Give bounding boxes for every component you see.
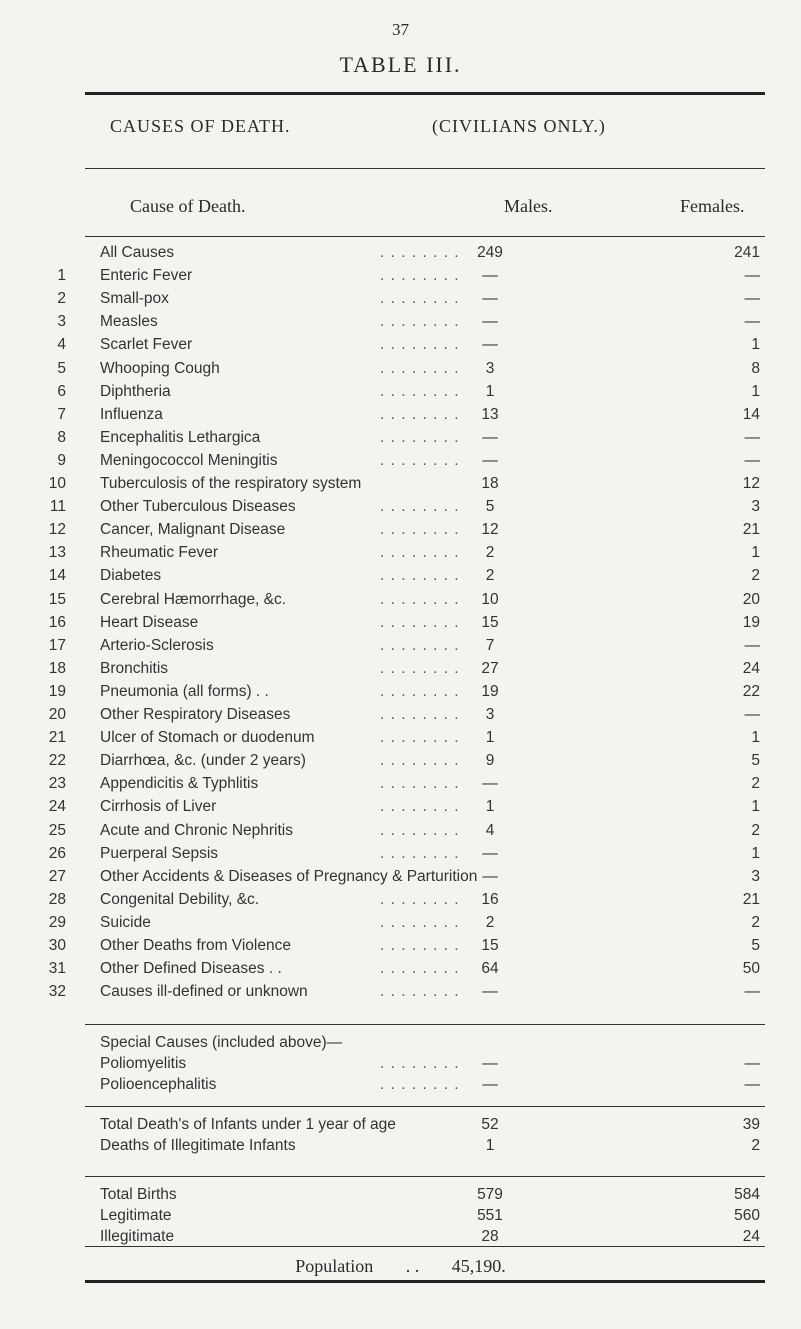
males-value: 27 [481,659,499,677]
births-top-rule [85,1176,765,1177]
table-row [40,729,780,751]
table-row [40,567,780,589]
males-value: 1 [485,729,495,747]
leader-dots: . . . . . . . . [380,1076,460,1093]
leader-dots: . . . . . . . . [380,428,460,446]
leader-dots: . . . . . . . . [380,336,460,354]
males-value: 64 [481,960,499,978]
cause-label: Other Deaths from Violence [100,937,291,954]
table-row [40,521,780,543]
females-value: 3 [751,498,760,516]
males-value: — [482,983,498,1001]
males-value: — [482,1055,498,1072]
table-row [40,244,780,266]
cause-label: Legitimate [100,1207,172,1224]
cause-label: Scarlet Fever [100,336,193,354]
leader-dots: . . . . . . . . [380,913,460,931]
row-number: 18 [48,659,66,677]
leader-dots: . . . . . . . . [380,313,460,331]
males-value: — [482,336,498,354]
page-number: 37 [392,20,409,39]
leader-dots: . . . . . . . . [380,844,460,862]
table-row [40,1055,780,1077]
table-row [40,1186,780,1208]
cause-label: Other Accidents & Diseases of Pregnancy & Parturition [100,867,478,885]
leader-dots: . . . . . . . . [380,498,460,516]
females-value: 8 [751,359,760,377]
row-number: 7 [57,405,66,423]
females-value: 2 [751,913,760,931]
males-value: 18 [481,475,499,492]
row-number: 1 [57,267,66,285]
leader-dots: . . . . . . . . [380,775,460,793]
bottom-rule [85,1280,765,1283]
leader-dots: . . . . . . . . [380,382,460,400]
males-value: 15 [481,613,499,631]
leader-dots: . . . . . . . . [380,405,460,423]
subtitle-causes: CAUSES OF DEATH. [110,116,291,136]
population-dots: . . [405,1256,420,1276]
cause-label: Diphtheria [100,382,171,400]
leader-dots: . . . . . . . . [380,937,460,954]
row-number: 4 [57,336,66,354]
females-value: — [744,313,760,331]
table-row [40,775,780,797]
females-value: 20 [742,590,760,608]
header-cause: Cause of Death. [130,196,246,216]
row-number: 22 [48,752,66,770]
cause-label: Other Tuberculous Diseases [100,498,296,516]
table-row [40,914,780,936]
females-value: — [744,267,760,285]
table-title: TABLE III. [339,52,462,77]
leader-dots: . . . . . . . . [380,659,460,677]
males-value: 19 [481,682,499,700]
females-value: — [744,706,760,723]
header-females: Females. [680,196,745,216]
leader-dots: . . . . . . . . [380,983,460,1001]
leader-dots: . . . . . . . . [380,290,460,308]
leader-dots: . . . . . . . . [380,729,460,747]
males-value: 3 [485,359,495,377]
leader-dots: . . . . . . . . [380,682,460,700]
row-number: 11 [49,498,66,516]
row-number: 26 [48,844,66,862]
row-number: 9 [57,451,66,469]
table-row [40,591,780,613]
males-value: 2 [485,913,495,931]
special-heading: Special Causes (included above)— [100,1034,343,1051]
cause-label: Meningococcol Meningitis [100,451,278,469]
row-number: 10 [48,475,66,492]
leader-dots: . . . . . . . . [380,960,460,978]
leader-dots: . . . . . . . . [380,521,460,539]
table-row [40,452,780,474]
row-number: 19 [48,682,66,700]
table-row [40,383,780,405]
females-value: — [744,636,760,654]
males-value: — [482,775,498,793]
leader-dots: . . . . . . . . [380,359,460,377]
leader-dots: . . . . . . . . [380,244,460,261]
males-value: 551 [477,1207,503,1224]
table-row [40,1076,780,1098]
females-value: — [744,451,760,469]
females-value: — [744,1055,760,1072]
leader-dots: . . . . . . . . [380,706,460,723]
row-number: 21 [48,729,66,747]
cause-label: Encephalitis Lethargica [100,428,261,446]
cause-label: Appendicitis & Typhlitis [100,775,259,793]
cause-label: Bronchitis [100,659,169,677]
cause-label: Diarrhœa, &c. (under 2 years) [100,752,306,770]
females-value: 560 [734,1207,760,1224]
row-number: 27 [48,867,66,885]
leader-dots: . . . . . . . . [380,1055,460,1072]
table-row [40,429,780,451]
leader-dots: . . . . . . . . [380,267,460,285]
row-number: 13 [48,544,66,562]
row-number: 30 [48,937,66,954]
females-value: 584 [734,1186,760,1203]
females-value: 24 [742,659,760,677]
females-value: 1 [751,336,760,354]
females-value: — [744,1076,760,1093]
cause-label: Causes ill-defined or unknown [100,983,308,1001]
males-value: 3 [485,706,495,723]
table-row [40,290,780,312]
leader-dots: . . . . . . . . [380,821,460,839]
row-number: 24 [48,798,66,816]
males-value: 16 [481,890,499,908]
cause-label: Cancer, Malignant Disease [100,521,286,539]
table-row [40,360,780,382]
females-value: 1 [751,798,760,816]
row-number: 5 [57,359,66,377]
row-number: 8 [57,428,66,446]
row-number: 17 [48,636,66,654]
row-number: 31 [48,960,66,978]
cause-label: Cerebral Hæmorrhage, &c. [100,590,287,608]
males-value: — [482,313,498,331]
males-value: 10 [481,590,499,608]
row-number: 6 [57,382,66,400]
cause-label: Other Respiratory Diseases [100,706,291,723]
males-value: 1 [485,382,495,400]
cause-label: Whooping Cough [100,359,220,377]
table-row [40,336,780,358]
males-value: — [482,1076,498,1093]
header-top-rule [85,168,765,169]
table-row [40,822,780,844]
population-line [0,1256,801,1277]
leader-dots: . . . . . . . . [380,544,460,562]
special-top-rule [85,1024,765,1025]
table-row [40,406,780,428]
leader-dots: . . . . . . . . [380,613,460,631]
cause-label: Polioencephalitis [100,1076,217,1093]
table-row [40,637,780,659]
header-males: Males. [504,196,553,216]
row-number: 20 [48,706,66,723]
cause-label: Total Births [100,1186,177,1203]
infants-top-rule [85,1106,765,1107]
males-value: 52 [481,1116,499,1133]
cause-label: Other Defined Diseases . . [100,960,282,978]
males-value: — [482,267,498,285]
males-value: — [482,844,498,862]
row-number: 14 [48,567,66,585]
subtitle-civilians: (CIVILIANS ONLY.) [432,116,606,136]
table-row [40,683,780,705]
cause-label: Diabetes [100,567,162,585]
females-value: 2 [751,1137,760,1154]
leader-dots: . . . . . . . . [380,798,460,816]
females-value: 12 [742,475,760,492]
females-value: 1 [751,382,760,400]
leader-dots: . . . . . . . . [380,890,460,908]
leader-dots: . . . . . . . . [380,451,460,469]
population-label: Population [295,1256,374,1276]
cause-label: Cirrhosis of Liver [100,798,217,816]
males-value: 5 [485,498,495,516]
females-value: 1 [751,729,760,747]
top-rule [85,92,765,95]
females-value: 50 [742,960,760,978]
females-value: 2 [751,821,760,839]
cause-label: Ulcer of Stomach or duodenum [100,729,315,747]
cause-label: Enteric Fever [100,267,193,285]
females-value: 21 [742,521,760,539]
table-row [40,660,780,682]
row-number: 2 [57,290,66,308]
females-value: 2 [751,567,760,585]
table-row [40,1116,780,1138]
header-bottom-rule [85,236,765,237]
males-value: 1 [485,1137,495,1154]
table-row [40,752,780,774]
females-value: — [744,428,760,446]
table-row [40,937,780,959]
cause-label: Illegitimate [100,1228,175,1245]
row-number: 32 [48,983,66,1001]
cause-label: Arterio-Sclerosis [100,636,214,654]
cause-label: Suicide [100,913,151,931]
table-row [40,983,780,1005]
cause-label: Rheumatic Fever [100,544,219,562]
cause-label: Acute and Chronic Nephritis [100,821,293,839]
population-top-rule [85,1246,765,1247]
row-number: 15 [48,590,66,608]
females-value: 39 [742,1116,760,1133]
leader-dots: . . . . . . . . [380,752,460,770]
row-number: 3 [57,313,66,331]
cause-label: Puerperal Sepsis [100,844,219,862]
females-value: 19 [742,613,760,631]
leader-dots: . . . . . . . . [380,567,460,585]
table-row [40,960,780,982]
row-number: 29 [48,913,66,931]
females-value: 3 [751,867,760,885]
table-row [40,891,780,913]
table-row [40,1137,780,1159]
cause-label: Poliomyelitis [100,1055,187,1072]
row-number: 16 [48,613,66,631]
leader-dots: . . . . . . . . [380,636,460,654]
males-value: 1 [485,798,495,816]
females-value: 1 [751,844,760,862]
cause-label: Heart Disease [100,613,199,631]
females-value: — [744,983,760,1001]
females-value: 2 [751,775,760,793]
table-row [40,313,780,335]
females-value: 1 [751,544,760,562]
males-value: 4 [485,821,495,839]
table-row [40,706,780,728]
table-row [40,798,780,820]
males-value: — [482,290,498,308]
males-value: — [482,867,498,885]
cause-label: Congenital Debility, &c. [100,890,260,908]
table-row [40,267,780,289]
table-row [40,498,780,520]
population-value: 45,190. [451,1256,506,1276]
males-value: 249 [477,244,503,261]
table-row [40,1207,780,1229]
females-value: — [744,290,760,308]
males-value: — [482,428,498,446]
females-value: 14 [742,405,760,423]
males-value: 13 [481,405,499,423]
males-value: 579 [477,1186,503,1203]
males-value: 9 [485,752,495,770]
cause-label: Deaths of Illegitimate Infants [100,1137,296,1154]
row-number: 25 [48,821,66,839]
row-number: 28 [48,890,66,908]
cause-label: Tuberculosis of the respiratory system [100,475,362,492]
females-value: 22 [742,682,760,700]
cause-label: Influenza [100,405,163,423]
males-value: 28 [481,1228,499,1245]
cause-label: Total Death's of Infants under 1 year of age [100,1116,396,1133]
females-value: 24 [742,1228,760,1245]
row-number: 23 [48,775,66,793]
females-value: 5 [751,937,760,954]
females-value: 21 [742,890,760,908]
males-value: 12 [481,521,499,539]
males-value: 15 [481,937,499,954]
leader-dots: . . . . . . . . [380,590,460,608]
row-number: 12 [48,521,66,539]
cause-label: Small-pox [100,290,169,308]
males-value: — [482,451,498,469]
cause-label: Pneumonia (all forms) . . [100,682,269,700]
table-row [40,868,780,890]
males-value: 2 [485,567,495,585]
females-value: 5 [751,752,760,770]
males-value: 2 [485,544,495,562]
females-value: 241 [734,244,760,261]
table-row [40,614,780,636]
table-row [40,475,780,497]
table-row [40,544,780,566]
cause-label: Measles [100,313,158,331]
cause-label: All Causes [100,244,175,261]
males-value: 7 [485,636,495,654]
table-row [40,845,780,867]
